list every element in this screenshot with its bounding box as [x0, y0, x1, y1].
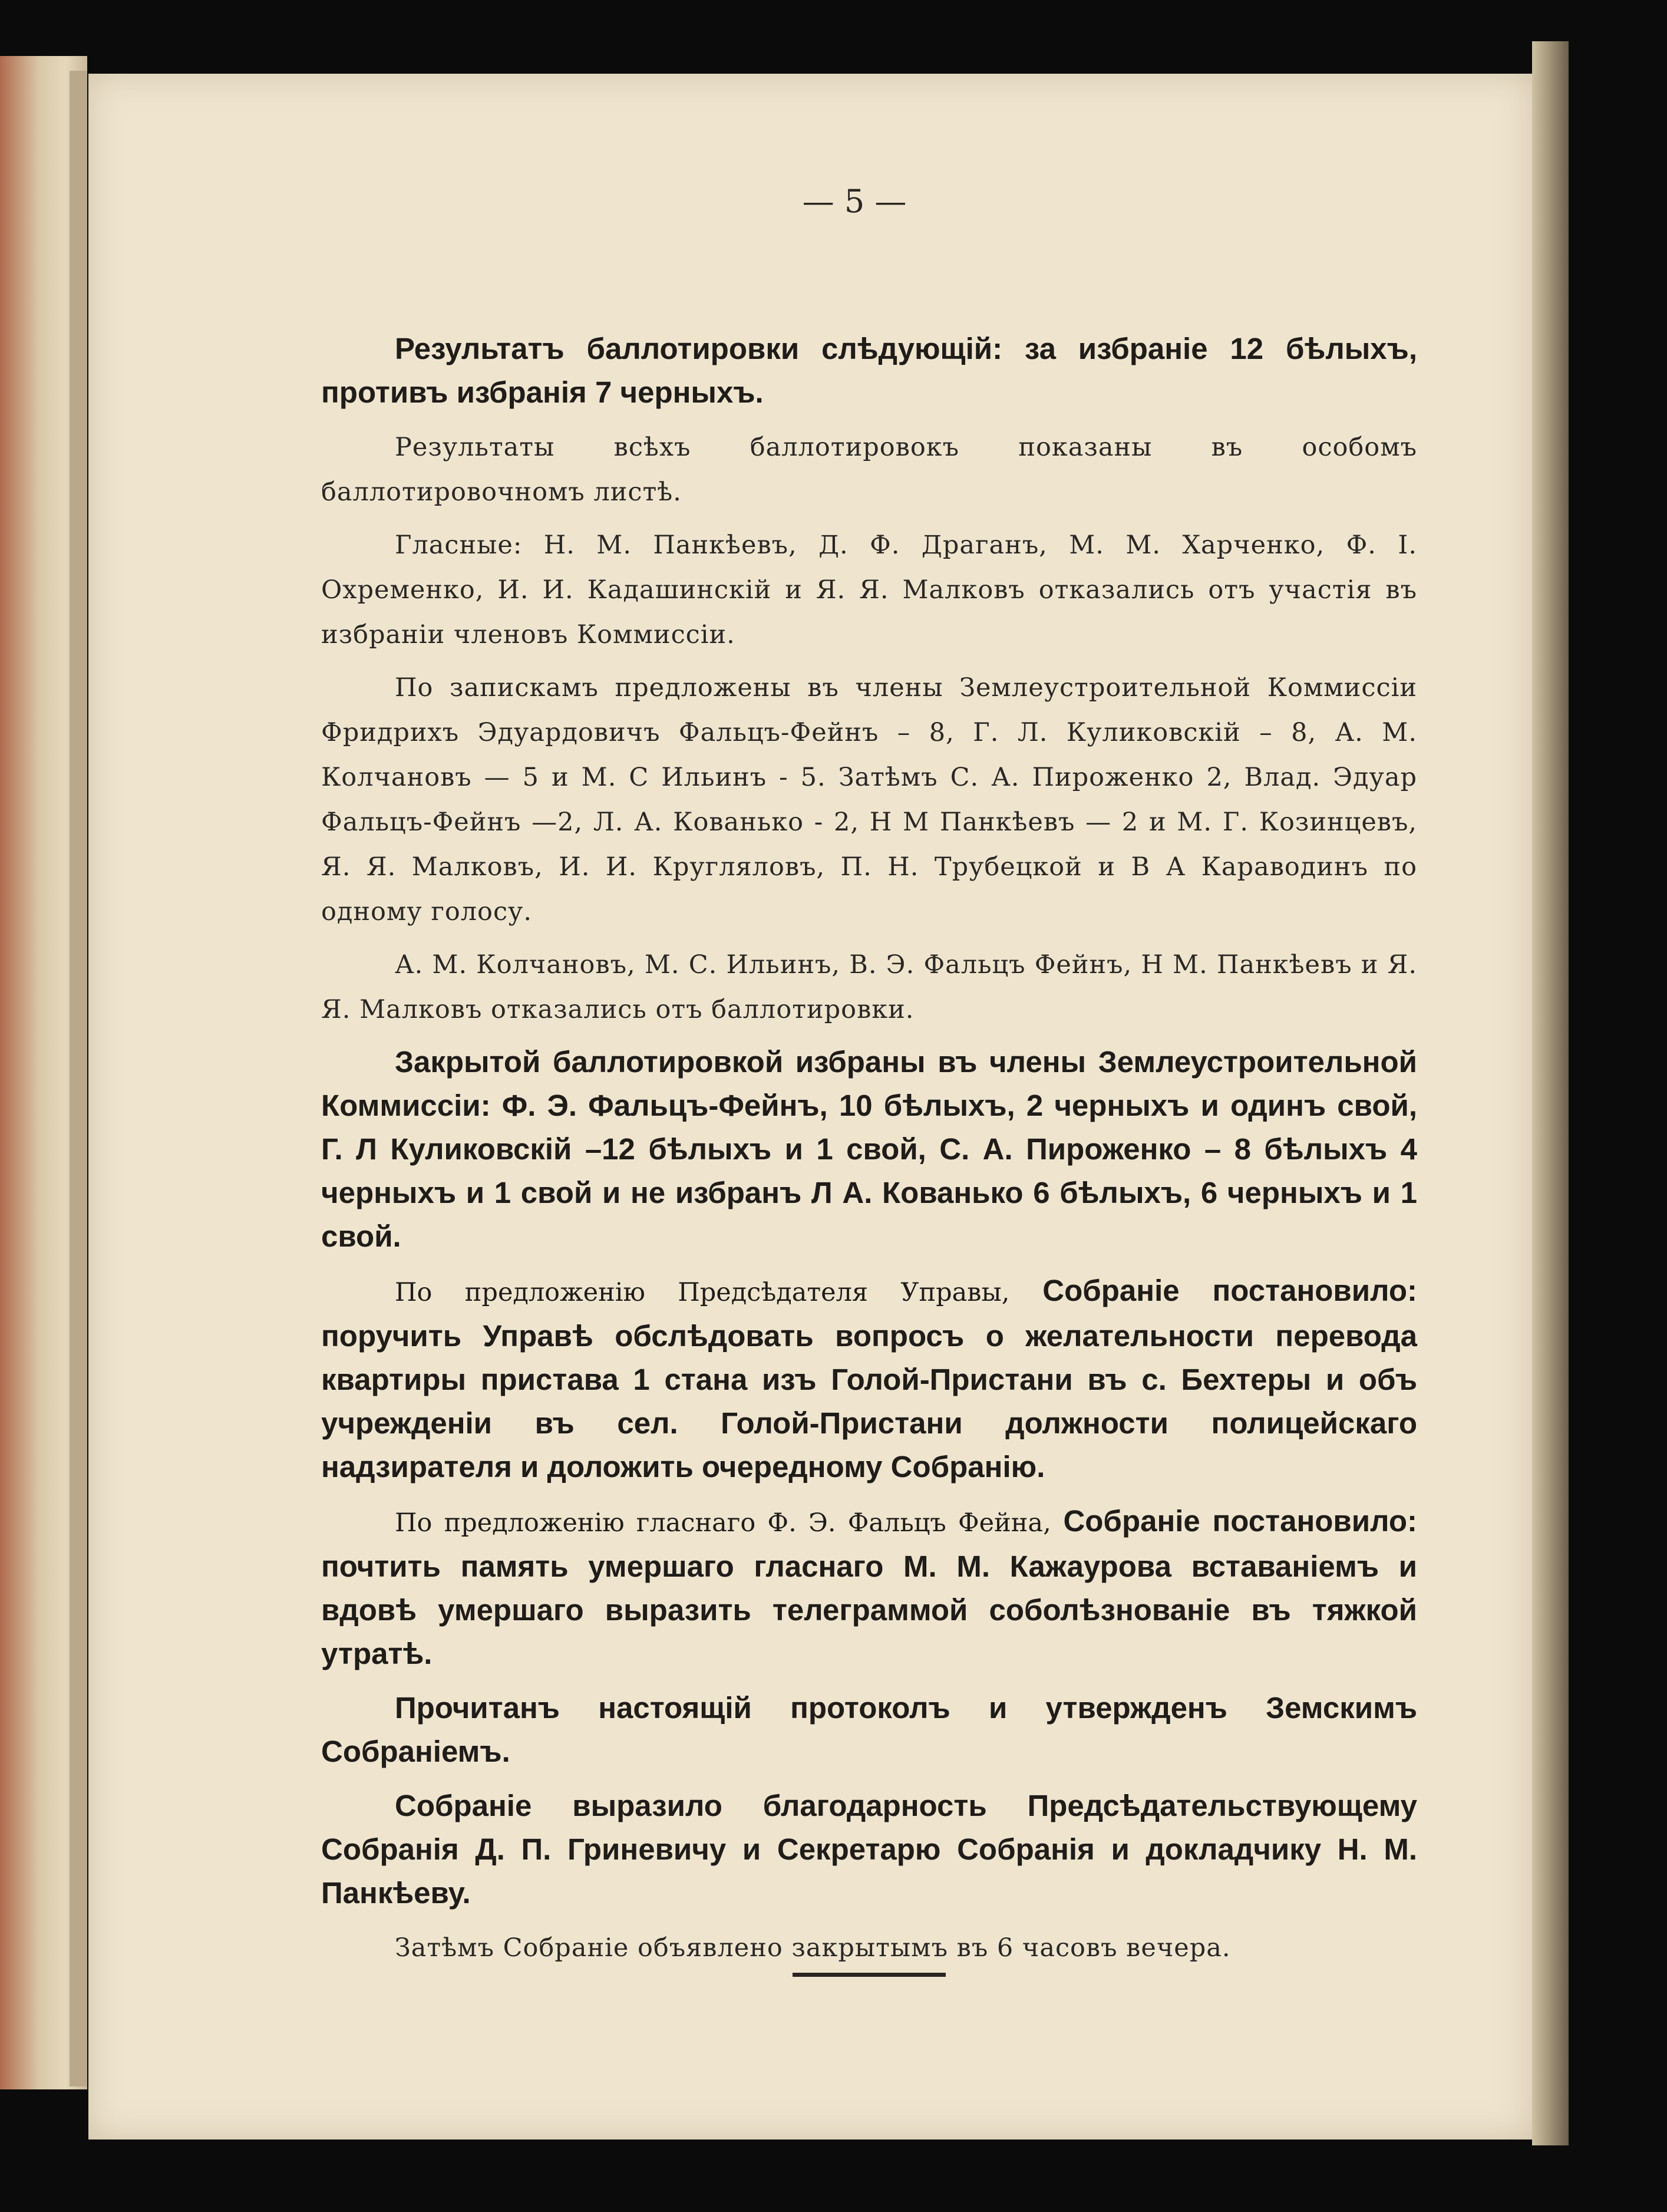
memorial-paragraph: По предложенію гласнаго Ф. Э. Фальцъ Фейна, Собраніе постановило: почтить память умершаго гласнаго М. М. Кажаурова вставаніемъ и вдовѣ умершаго выразить телеграммой соболѣзнованіе въ тяжкой утратѣ. — [321, 1504, 1417, 1670]
memorial-lead: По предложенію гласнаго Ф. Э. Фальцъ Фейна, — [395, 1508, 1051, 1538]
book-gutter — [70, 71, 87, 2086]
gratitude-paragraph: Собраніе выразило благодарность Предсѣдательствующему Собранія Д. П. Гриневичу и Секретарю Собранія и докладчику Н. М. Панкѣеву. — [321, 1789, 1417, 1910]
protocol-approved-paragraph: Прочитанъ настоящій протоколъ и утвержденъ Земскимъ Собраніемъ. — [321, 1691, 1417, 1768]
page-number: — 5 — — [802, 183, 907, 220]
withdrawals-paragraph: А. М. Колчановъ, М. С. Ильинъ, В. Э. Фальцъ Фейнъ, Н М. Панкѣевъ и Я. Я. Малковъ отказались отъ баллотировки. — [321, 950, 1417, 1024]
proposal-lead: По предложенію Предсѣдателя Управы, — [395, 1278, 1010, 1307]
election-result-paragraph: Закрытой баллотировкой избраны въ члены Землеустроительной Коммиссіи: Ф. Э. Фальцъ-Фейнъ, 10 бѣлыхъ, 2 черныхъ и одинъ свой, Г. Л Куликовскій –12 бѣлыхъ и 1 свой, С. А. Пироженко – 8 бѣлыхъ 4 черныхъ и 1 свой и не избранъ Л А. Кованько 6 бѣлыхъ, 6 черныхъ и 1 свой. — [321, 1045, 1417, 1253]
closing-paragraph: Затѣмъ Собраніе объявлено закрытымъ въ 6 часовъ вечера. — [395, 1933, 1231, 1963]
ballot-result-paragraph: Результатъ баллотировки слѣдующій: за избраніе 12 бѣлыхъ, противъ избранія 7 черныхъ. — [321, 332, 1417, 409]
refusals-paragraph: Гласные: Н. М. Панкѣевъ, Д. Ф. Драганъ, М. М. Харченко, Ф. I. Охременко, И. И. Кадашинскій и Я. Я. Малковъ отказались отъ участія въ избраніи членовъ Коммиссіи. — [321, 530, 1417, 650]
end-divider-line — [793, 1973, 946, 1977]
nominations-paragraph: По запискамъ предложены въ члены Землеустроительной Коммиссіи Фридрихъ Эдуардовичъ Фальцъ-Фейнъ – 8, Г. Л. Куликовскій – 8, А. М. Колчановъ — 5 и М. С Ильинъ - 5. Затѣмъ С. А. Пироженко 2, Влад. Эдуар Фальцъ-Фейнъ —2, Л. А. Кованько - 2, Н М Панкѣевъ — 2 и М. Г. Козинцевъ, Я. Я. Малковъ, И. И. Кругляловъ, П. Н. Трубецкой и В А Караводинъ по одному голосу. — [321, 673, 1417, 927]
page-body — [321, 327, 1417, 1979]
ballot-sheet-paragraph: Результаты всѣхъ баллотировокъ показаны въ особомъ баллотировочномъ листѣ. — [321, 433, 1417, 507]
police-proposal-paragraph: По предложенію Предсѣдателя Управы, Собраніе постановило: поручить Управѣ обслѣдовать вопросъ о желательности перевода квартиры пристава 1 стана изъ Голой-Пристани въ с. Бехтеры и объ учрежденіи въ сел. Голой-Пристани должности полицейскаго надзирателя и доложить очередному Собранію. — [321, 1274, 1417, 1484]
document-page — [88, 74, 1532, 2140]
page-stack-edge — [1532, 41, 1569, 2145]
